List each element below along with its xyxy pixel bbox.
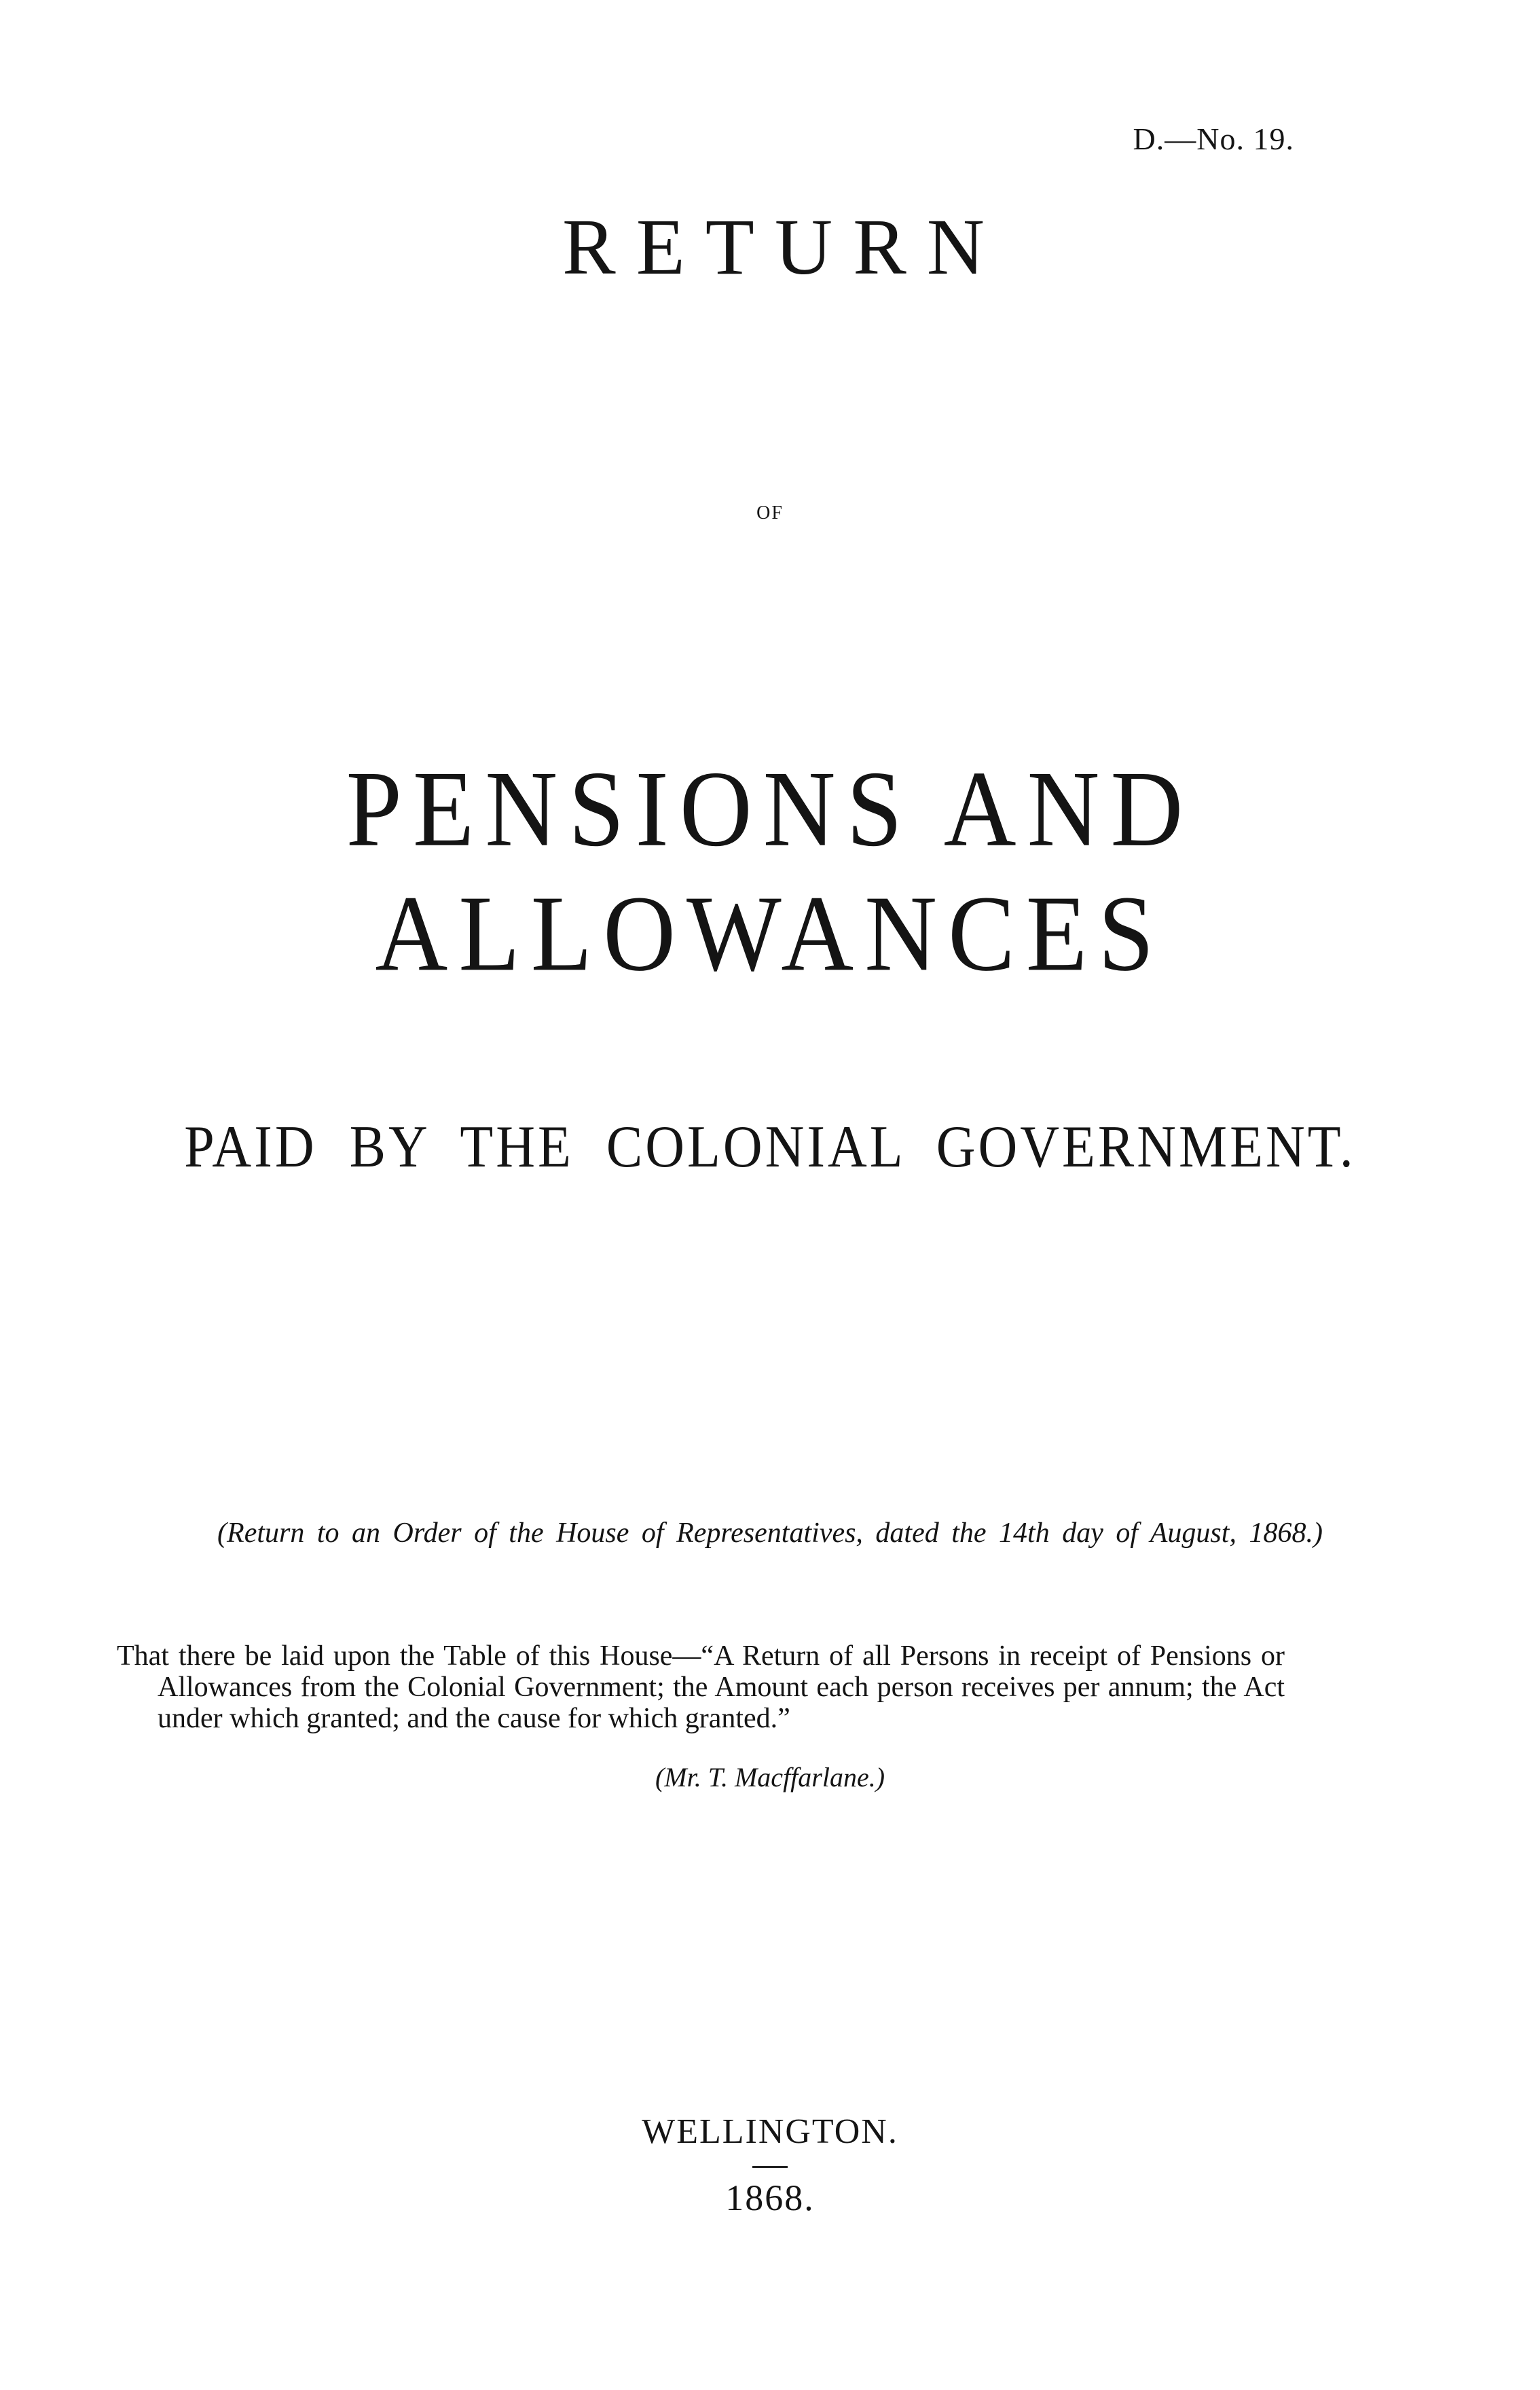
main-title: PENSIONS AND ALLOWANCES bbox=[346, 749, 1194, 994]
mover-name: (Mr. T. Macffarlane.) bbox=[655, 1762, 885, 1792]
imprint-year: 1868. bbox=[725, 2177, 815, 2218]
title-return: RETURN bbox=[562, 202, 1005, 291]
imprint-place: WELLINGTON. bbox=[642, 2112, 898, 2151]
resolution-text bbox=[117, 1640, 1285, 1734]
subtitle: PAID BY THE COLONIAL GOVERNMENT. bbox=[184, 1114, 1356, 1180]
resolution-paragraph: That there be laid upon the Table of this House—“A Return of all Persons in receipt of Pensions or Allowances from the Colonial Government; the Amount each person receives per annum; the Act under which granted; and the cause for which granted.” bbox=[117, 1640, 1285, 1734]
paper-reference: D.—No. 19. bbox=[1133, 122, 1294, 156]
title-of: OF bbox=[756, 502, 784, 523]
order-note: (Return to an Order of the House of Representatives, dated the 14th day of August, 1868.) bbox=[217, 1518, 1323, 1549]
imprint-divider bbox=[752, 2166, 788, 2168]
